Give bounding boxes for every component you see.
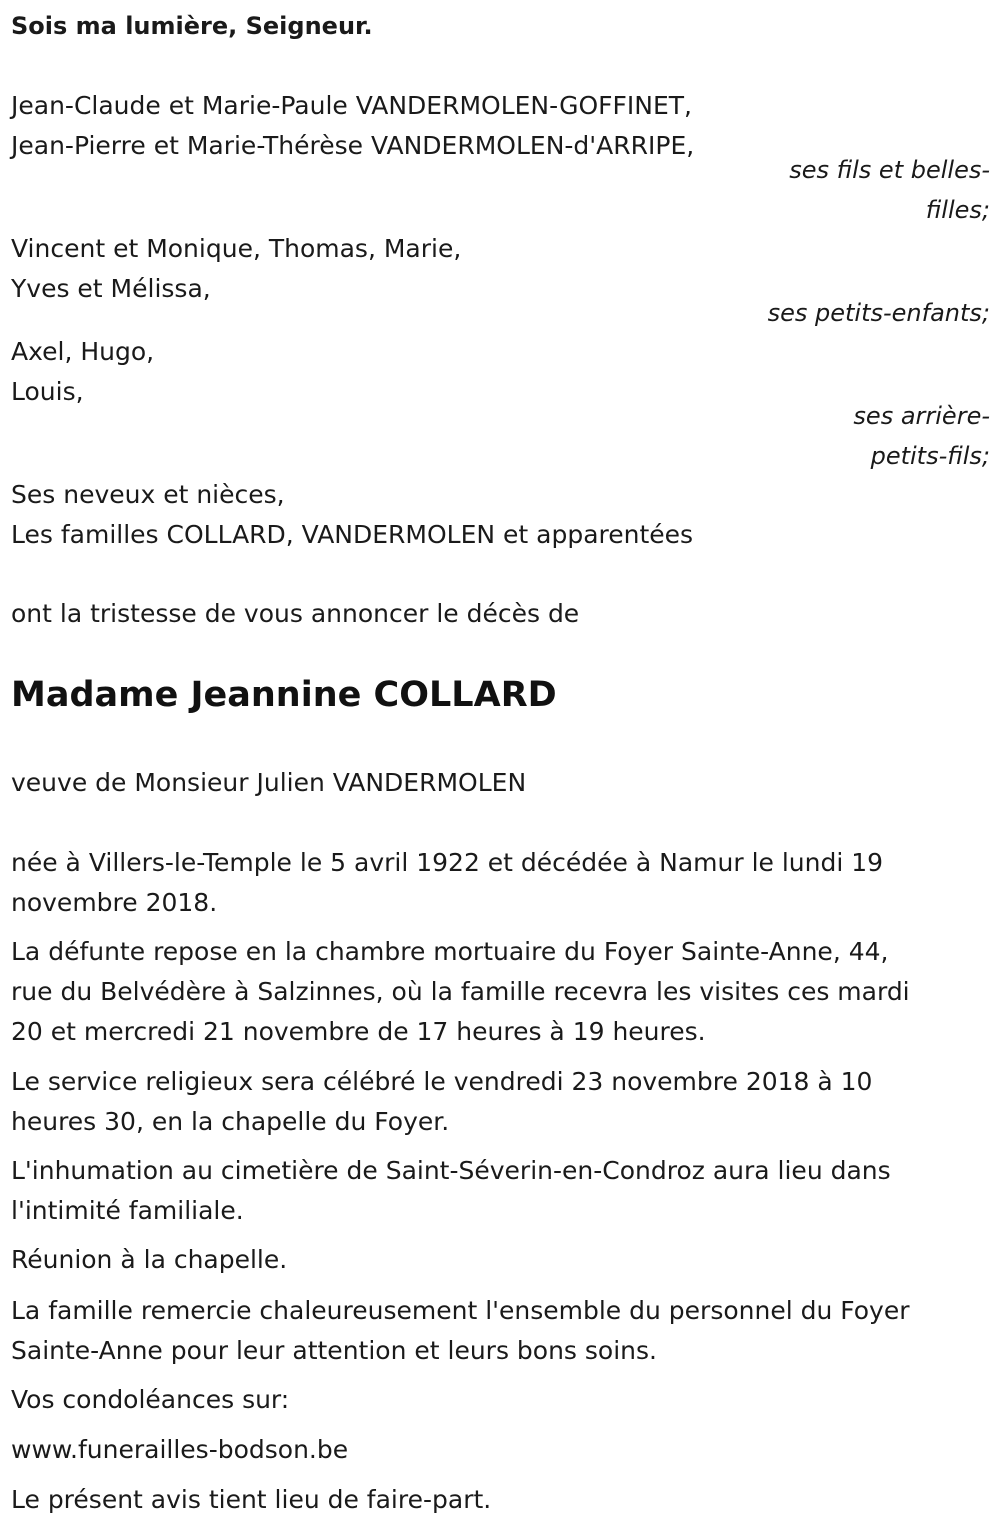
grandchildren-line-1: Vincent et Monique, Thomas, Marie, (11, 234, 462, 263)
condolences-label: Vos condoléances sur: (11, 1385, 290, 1414)
great-grandchildren-line-1: Axel, Hugo, (11, 337, 155, 366)
sons-line-2: Jean-Pierre et Marie-Thérèse VANDERMOLEN-d'ARRIPE, (11, 131, 695, 160)
reunion: Réunion à la chapelle. (11, 1245, 288, 1274)
sons-line-1: Jean-Claude et Marie-Paule VANDERMOLEN-GOFFINET, (11, 91, 692, 120)
birth-death-line-1: née à Villers-le-Temple le 5 avril 1922 et décédée à Namur le lundi 19 (11, 848, 884, 877)
thanks-line-1: La famille remercie chaleureusement l'ensemble du personnel du Foyer (11, 1296, 910, 1325)
great-grandchildren-line-2: Louis, (11, 377, 84, 406)
motto: Sois ma lumière, Seigneur. (11, 12, 373, 40)
visitation-line-2: rue du Belvédère à Salzinnes, où la famille recevra les visites ces mardi (11, 977, 910, 1006)
sons-role-line-2: filles; (925, 196, 990, 224)
service-line-2: heures 30, en la chapelle du Foyer. (11, 1107, 450, 1136)
deceased-name: Madame Jeannine COLLARD (11, 675, 557, 715)
burial-line-1: L'inhumation au cimetière de Saint-Séverin-en-Condroz aura lieu dans (11, 1156, 891, 1185)
family-line-1: Ses neveux et nièces, (11, 480, 285, 509)
widow-of: veuve de Monsieur Julien VANDERMOLEN (11, 768, 527, 797)
announcement: ont la tristesse de vous annoncer le décès de (11, 599, 580, 628)
visitation-line-3: 20 et mercredi 21 novembre de 17 heures à 19 heures. (11, 1017, 706, 1046)
burial-line-2: l'intimité familiale. (11, 1196, 244, 1225)
thanks-line-2: Sainte-Anne pour leur attention et leurs bons soins. (11, 1336, 657, 1365)
great-grandchildren-role-line-1: ses arrière- (853, 402, 990, 430)
visitation-line-1: La défunte repose en la chambre mortuaire du Foyer Sainte-Anne, 44, (11, 937, 889, 966)
condolences-link[interactable]: www.funerailles-bodson.be (11, 1435, 349, 1464)
birth-death-line-2: novembre 2018. (11, 888, 218, 917)
service-line-1: Le service religieux sera célébré le vendredi 23 novembre 2018 à 10 (11, 1067, 873, 1096)
grandchildren-line-2: Yves et Mélissa, (11, 274, 211, 303)
family-line-2: Les familles COLLARD, VANDERMOLEN et apparentées (11, 520, 694, 549)
closing-note: Le présent avis tient lieu de faire-part. (11, 1485, 492, 1514)
grandchildren-role: ses petits-enfants; (767, 299, 990, 327)
sons-role-line-1: ses fils et belles- (789, 156, 990, 184)
great-grandchildren-role-line-2: petits-fils; (870, 442, 990, 470)
